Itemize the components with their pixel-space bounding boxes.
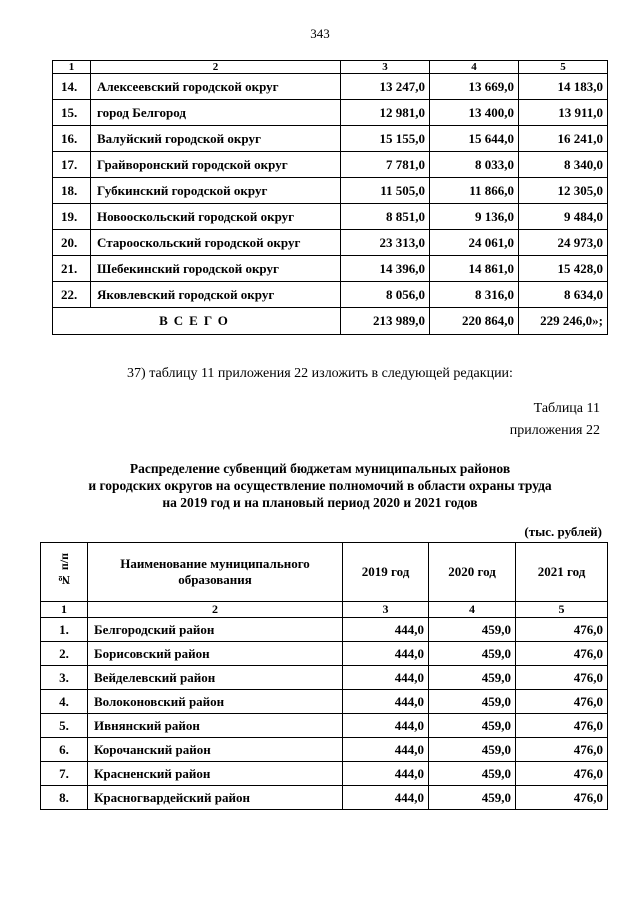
value-2021: 476,0 [516,642,608,666]
row-name: Грайворонский городской округ [91,152,341,178]
table-row [41,714,608,738]
header-2020: 2020 год [429,543,516,602]
row-number: 21. [53,256,91,282]
value-2021: 9 484,0 [519,204,608,230]
row-number: 17. [53,152,91,178]
column-number-row [53,61,608,74]
table-label [510,398,600,442]
value-2020: 459,0 [429,738,516,762]
table-row [41,738,608,762]
value-2020: 459,0 [429,690,516,714]
value-2021: 8 634,0 [519,282,608,308]
row-number: 15. [53,100,91,126]
value-2020: 459,0 [429,786,516,810]
table-row [41,762,608,786]
units-label: (тыс. рублей) [524,524,602,539]
value-2021: 476,0 [516,738,608,762]
table-row [53,178,608,204]
value-2021: 476,0 [516,786,608,810]
column-number-row [41,602,608,618]
value-2019: 13 247,0 [341,74,430,100]
table-row [53,74,608,100]
value-2019: 7 781,0 [341,152,430,178]
row-name: Красненский район [88,762,343,786]
row-name: город Белгород [91,100,341,126]
value-2019: 8 851,0 [341,204,430,230]
header-num-label: № п/п [57,552,71,588]
value-2019: 444,0 [343,618,429,642]
row-name: Ивнянский район [88,714,343,738]
column-number: 4 [430,61,519,74]
value-2019: 11 505,0 [341,178,430,204]
value-2020: 11 866,0 [430,178,519,204]
value-2019: 444,0 [343,738,429,762]
header-name: Наименование муниципального образования [88,543,343,602]
table-row [41,642,608,666]
value-2019: 14 396,0 [341,256,430,282]
row-number: 20. [53,230,91,256]
header-2019: 2019 год [343,543,429,602]
row-number: 3. [41,666,88,690]
header-row [41,543,608,602]
value-2019: 8 056,0 [341,282,430,308]
row-name: Яковлевский городской округ [91,282,341,308]
table-label-line2: приложения 22 [509,423,600,438]
value-2020: 459,0 [429,642,516,666]
row-number: 22. [53,282,91,308]
row-number: 16. [53,126,91,152]
row-name: Валуйский городской округ [91,126,341,152]
value-2021: 8 340,0 [519,152,608,178]
value-2019: 444,0 [343,786,429,810]
value-2021: 476,0 [516,666,608,690]
column-number: 2 [91,61,341,74]
value-2020: 459,0 [429,714,516,738]
page-number: 343 [310,26,330,41]
value-2021: 476,0 [516,690,608,714]
total-2019: 213 989,0 [341,308,430,335]
column-number: 3 [343,602,429,618]
column-number: 5 [519,61,608,74]
row-number: 7. [41,762,88,786]
value-2020: 13 400,0 [430,100,519,126]
table-row [53,256,608,282]
header-num [41,543,88,602]
value-2020: 15 644,0 [430,126,519,152]
column-number: 4 [429,602,516,618]
value-2019: 444,0 [343,666,429,690]
row-number: 14. [53,74,91,100]
row-number: 18. [53,178,91,204]
value-2020: 14 861,0 [430,256,519,282]
value-2021: 24 973,0 [519,230,608,256]
total-row [53,308,608,335]
labor-protection-subvention-table [40,542,608,810]
column-number: 5 [516,602,608,618]
total-2020: 220 864,0 [430,308,519,335]
value-2020: 24 061,0 [430,230,519,256]
value-2021: 476,0 [516,618,608,642]
row-name: Шебекинский городской округ [91,256,341,282]
column-number: 1 [53,61,91,74]
value-2020: 13 669,0 [430,74,519,100]
value-2020: 459,0 [429,762,516,786]
table-row [53,282,608,308]
value-2020: 459,0 [429,618,516,642]
title-line2: и городских округов на осуществление полномочий в области охраны труда [88,478,552,493]
row-name: Борисовский район [88,642,343,666]
row-number: 6. [41,738,88,762]
value-2019: 23 313,0 [341,230,430,256]
total-2021: 229 246,0»; [519,308,608,335]
row-name: Красногвардейский район [88,786,343,810]
value-2021: 12 305,0 [519,178,608,204]
row-number: 2. [41,642,88,666]
value-2019: 444,0 [343,714,429,738]
value-2019: 444,0 [343,642,429,666]
table-row [53,152,608,178]
row-name: Губкинский городской округ [91,178,341,204]
table-row [41,618,608,642]
table-row [41,786,608,810]
table-row [53,100,608,126]
table-title [0,460,640,511]
value-2019: 444,0 [343,690,429,714]
continued-allocation-table [52,60,608,335]
value-2020: 8 316,0 [430,282,519,308]
title-line1: Распределение субвенций бюджетам муниципальных районов [129,461,511,476]
table-row [53,126,608,152]
row-name: Вейделевский район [88,666,343,690]
header-2021: 2021 год [516,543,608,602]
value-2021: 476,0 [516,714,608,738]
value-2019: 15 155,0 [341,126,430,152]
row-number: 1. [41,618,88,642]
value-2020: 459,0 [429,666,516,690]
value-2021: 476,0 [516,762,608,786]
table-row [53,230,608,256]
table-row [53,204,608,230]
column-number: 1 [41,602,88,618]
value-2020: 9 136,0 [430,204,519,230]
value-2019: 12 981,0 [341,100,430,126]
amendment-text: 37) таблицу 11 приложения 22 изложить в следующей редакции: [127,366,513,381]
row-number: 8. [41,786,88,810]
value-2021: 13 911,0 [519,100,608,126]
table-label-line1: Таблица 11 [533,401,600,416]
table-row [41,666,608,690]
value-2021: 14 183,0 [519,74,608,100]
row-number: 5. [41,714,88,738]
row-name: Корочанский район [88,738,343,762]
total-label: ВСЕГО [53,308,341,335]
value-2020: 8 033,0 [430,152,519,178]
row-number: 4. [41,690,88,714]
value-2021: 15 428,0 [519,256,608,282]
row-number: 19. [53,204,91,230]
row-name: Старооскольский городской округ [91,230,341,256]
title-line3: на 2019 год и на плановый период 2020 и 2021 годов [162,495,478,510]
table-row [41,690,608,714]
value-2019: 444,0 [343,762,429,786]
row-name: Новооскольский городской округ [91,204,341,230]
row-name: Волоконовский район [88,690,343,714]
value-2021: 16 241,0 [519,126,608,152]
column-number: 3 [341,61,430,74]
column-number: 2 [88,602,343,618]
row-name: Белгородский район [88,618,343,642]
row-name: Алексеевский городской округ [91,74,341,100]
